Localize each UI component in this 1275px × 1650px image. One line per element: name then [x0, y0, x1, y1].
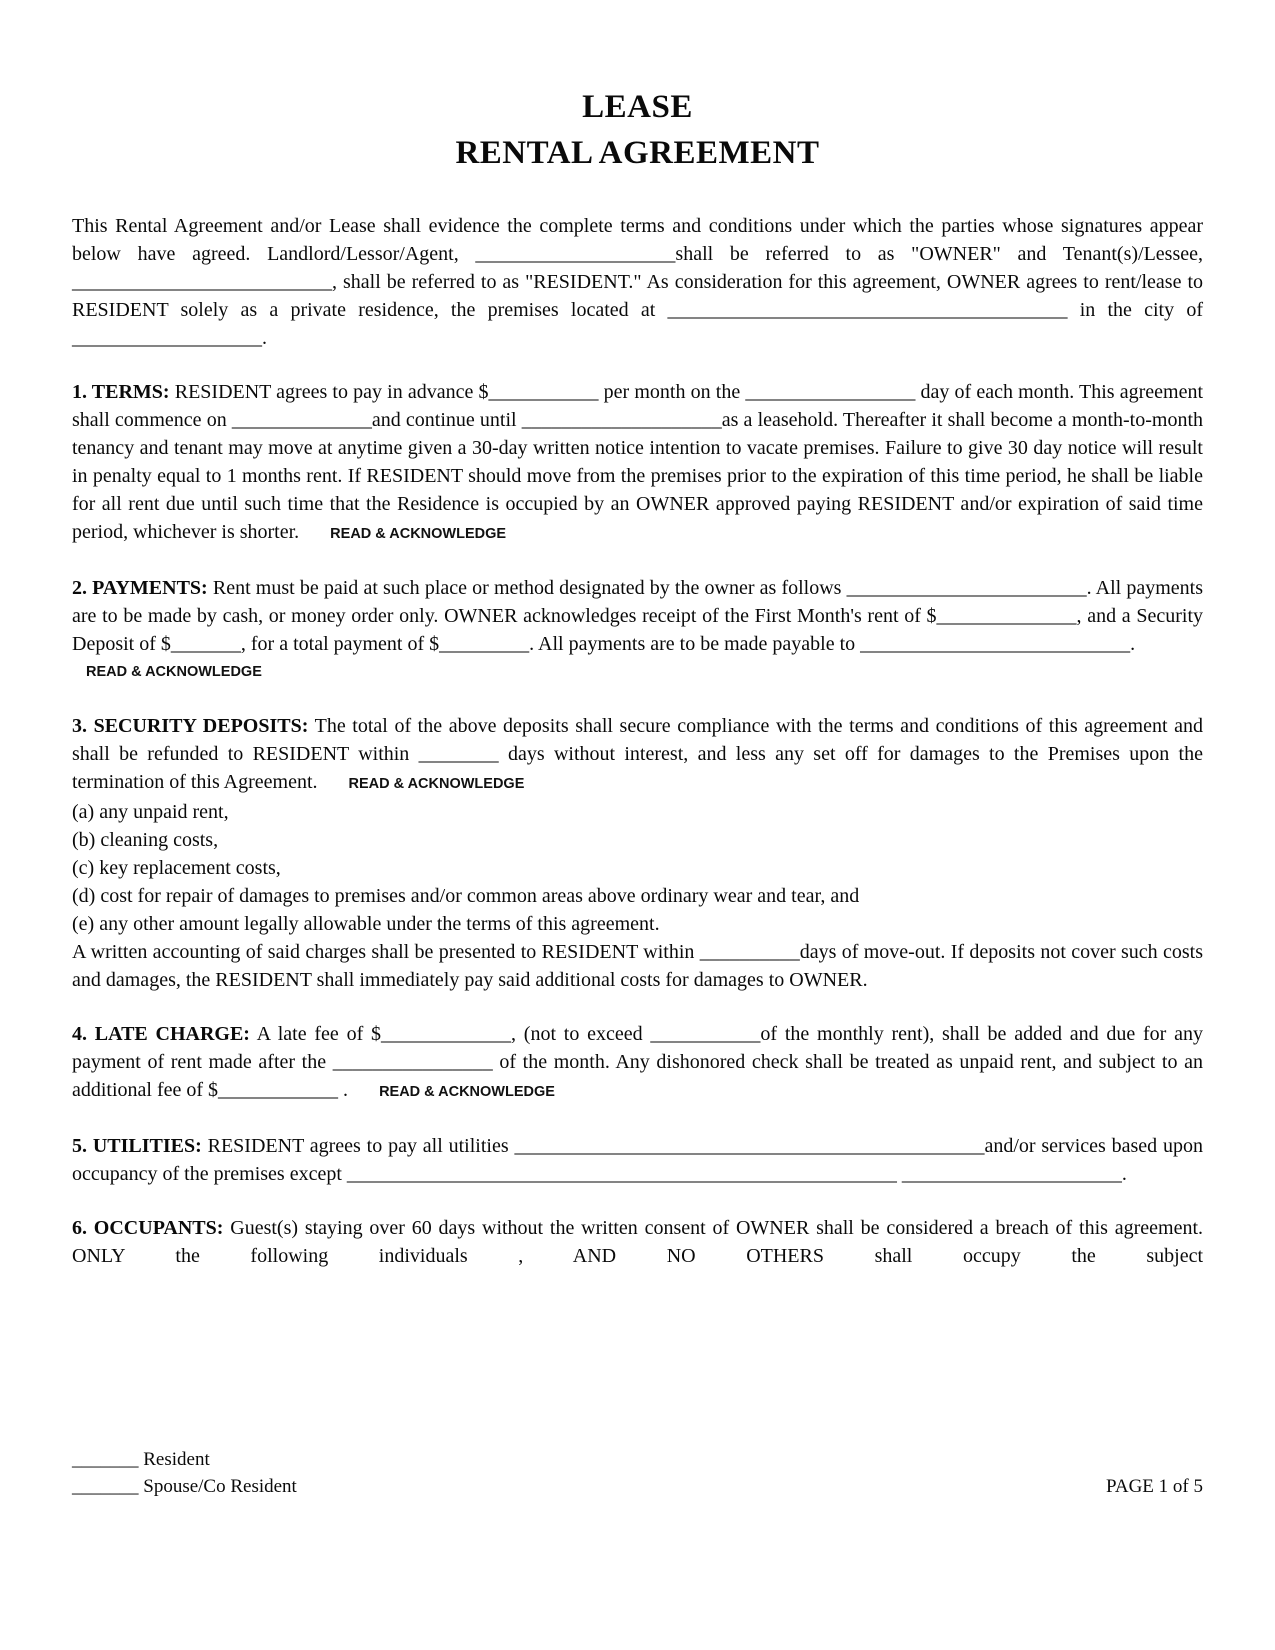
- section-3-paragraph: [72, 712, 1203, 798]
- signature-initial-block: [72, 1446, 297, 1500]
- spouse-initial-blank: _______: [72, 1476, 139, 1497]
- read-acknowledge-label: READ & ACKNOWLEDGE: [86, 664, 262, 680]
- document-title: [72, 84, 1203, 176]
- section-4-late-charge: [72, 1020, 1203, 1106]
- section-6-heading: 6. OCCUPANTS:: [72, 1217, 224, 1239]
- section-3-accounting-paragraph: A written accounting of said charges shall be presented to RESIDENT within __________days of move-out. If deposits not cover such costs and damages, the RESIDENT shall immediately pay said additional costs for damages to OWNER.: [72, 941, 1203, 991]
- read-acknowledge-label: READ & ACKNOWLEDGE: [379, 1084, 555, 1100]
- section-1-terms: [72, 378, 1203, 548]
- list-item-a: (a) any unpaid rent,: [72, 801, 229, 823]
- title-line-lease: LEASE: [582, 89, 693, 125]
- section-4-body: A late fee of $_____________, (not to exceed ___________of the monthly rent), shall be added and due for any payment of rent made after the ________________ of the month. Any dishonored check shall be treated as unpaid rent, and subject to an additional fee of $____________ .: [72, 1023, 1203, 1101]
- section-1-body: RESIDENT agrees to pay in advance $___________ per month on the _________________ day of each month. This agreement shall commence on ______________and continue until ____________________as a leasehold. Thereafter it shall become a month-to-month tenancy and tenant may move at anytime given a 30-day written notice intention to vacate premises. Failure to give 30 day notice will result in penalty equal to 1 months rent. If RESIDENT should move from the premises prior to the expiration of this time period, he shall be liable for all rent due until such time that the Residence is occupied by an OWNER approved paying RESIDENT and/or expiration of said time period, whichever is shorter.: [72, 381, 1204, 543]
- section-6-body: Guest(s) staying over 60 days without the written consent of OWNER shall be considered a breach of this agreement. ONLY the following individuals , AND NO OTHERS shall occupy the subject: [72, 1217, 1203, 1267]
- list-item-e: (e) any other amount legally allowable under the terms of this agreement.: [72, 913, 660, 935]
- resident-initial-blank: _______: [72, 1449, 139, 1470]
- section-3-body: The total of the above deposits shall secure compliance with the terms and conditions of this agreement and shall be refunded to RESIDENT within ________ days without interest, and less any set off for damages to the Premises upon the termination of this Agreement.: [72, 715, 1204, 793]
- list-item-d: (d) cost for repair of damages to premises and/or common areas above ordinary wear and tear, and: [72, 885, 860, 907]
- spouse-initial-line: [72, 1473, 297, 1500]
- list-item-c: (c) key replacement costs,: [72, 857, 281, 879]
- section-4-heading: 4. LATE CHARGE:: [72, 1023, 250, 1045]
- section-2-heading: 2. PAYMENTS:: [72, 577, 208, 599]
- resident-initial-label: Resident: [143, 1449, 210, 1470]
- section-6-occupants: [72, 1214, 1203, 1270]
- title-line-rental-agreement: RENTAL AGREEMENT: [455, 135, 820, 171]
- intro-paragraph: This Rental Agreement and/or Lease shall evidence the complete terms and conditions under which the parties whose signatures appear below have agreed. Landlord/Lessor/Agent, ____________________shall be referred to as "OWNER" and Tenant(s)/Lessee, __________________________, shall be referred to as "RESIDENT." As consideration for this agreement, OWNER agrees to rent/lease to RESIDENT solely as a private residence, the premises located at ________________________________________ in the city of ___________________.: [72, 215, 1203, 349]
- security-deposit-list: [72, 798, 1203, 938]
- list-item-b: (b) cleaning costs,: [72, 829, 219, 851]
- section-2-payments: [72, 574, 1203, 658]
- section-3-heading: 3. SECURITY DEPOSITS:: [72, 715, 309, 737]
- read-acknowledge-label: READ & ACKNOWLEDGE: [330, 526, 507, 542]
- read-acknowledge-label: READ & ACKNOWLEDGE: [348, 776, 525, 792]
- page-number: PAGE 1 of 5: [1106, 1476, 1203, 1497]
- section-2-body: Rent must be paid at such place or method designated by the owner as follows ________________________. All payments are to be made by cash, or money order only. OWNER acknowledges receipt of the First Month's rent of $______________, and a Security Deposit of $_______, for a total payment of $_________. All payments are to be made payable to ___________________________.: [72, 577, 1203, 655]
- spouse-initial-label: Spouse/Co Resident: [143, 1476, 297, 1497]
- section-1-heading: 1. TERMS:: [72, 381, 170, 403]
- page-footer: [72, 1446, 1203, 1500]
- section-2-acknowledge-row: [86, 658, 1203, 686]
- section-3-security-deposits: [72, 712, 1203, 994]
- section-5-utilities: [72, 1132, 1203, 1188]
- section-5-body: RESIDENT agrees to pay all utilities _______________________________________________and/or services based upon occupancy of the premises except _______________________________________________________ ______________________.: [72, 1135, 1204, 1185]
- section-5-heading: 5. UTILITIES:: [72, 1135, 202, 1157]
- resident-initial-line: [72, 1446, 297, 1473]
